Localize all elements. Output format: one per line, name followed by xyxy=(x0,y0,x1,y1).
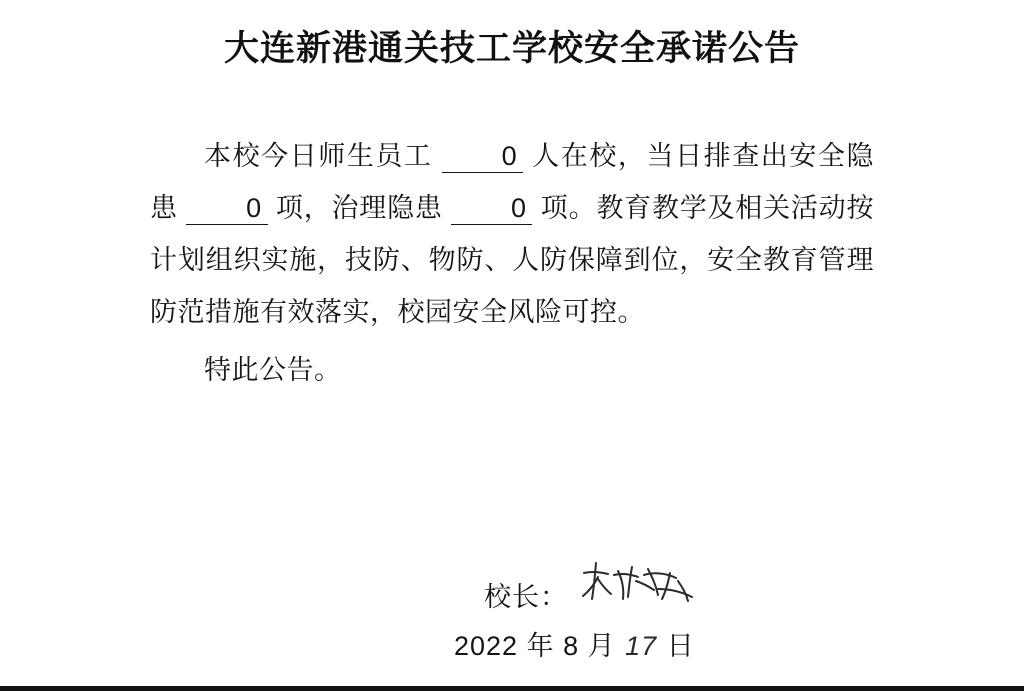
signature-date xyxy=(454,624,874,663)
date-day: 17 xyxy=(625,631,658,661)
page-title: 大连新港通关技工学校安全承诺公告 xyxy=(223,29,800,68)
date-year-unit: 年 xyxy=(526,631,555,661)
date-day-unit: 日 xyxy=(666,631,695,661)
paragraph-closing xyxy=(150,344,874,396)
signature-block xyxy=(454,556,874,663)
text-run: 本校今日师生员工 xyxy=(204,140,442,171)
bottom-divider xyxy=(0,686,1024,691)
text-run: 人在校，当日排查出安全隐患 xyxy=(150,140,874,223)
text-run: 特此公告。 xyxy=(204,354,342,385)
text-run: 项，治理隐患 xyxy=(267,192,451,223)
signature-row xyxy=(454,556,874,614)
blank-hazards-found: 0 xyxy=(186,194,268,226)
signature-label: 校长： xyxy=(484,582,568,612)
paragraph-main xyxy=(150,130,874,338)
document-body xyxy=(150,130,874,396)
blank-staff-count: 0 xyxy=(442,142,524,174)
text-run: 项。教育教学及相关活动按计划组织实施，技防、物防、人防保障到位，安全教育管理防范措施有效落实，校园安全风险可控。 xyxy=(150,192,874,327)
date-month: 8 xyxy=(563,631,580,661)
date-month-unit: 月 xyxy=(587,631,616,661)
date-year: 2022 xyxy=(454,631,519,661)
blank-hazards-resolved: 0 xyxy=(451,194,533,226)
document-page xyxy=(0,26,1024,691)
handwritten-signature-icon xyxy=(578,559,698,612)
